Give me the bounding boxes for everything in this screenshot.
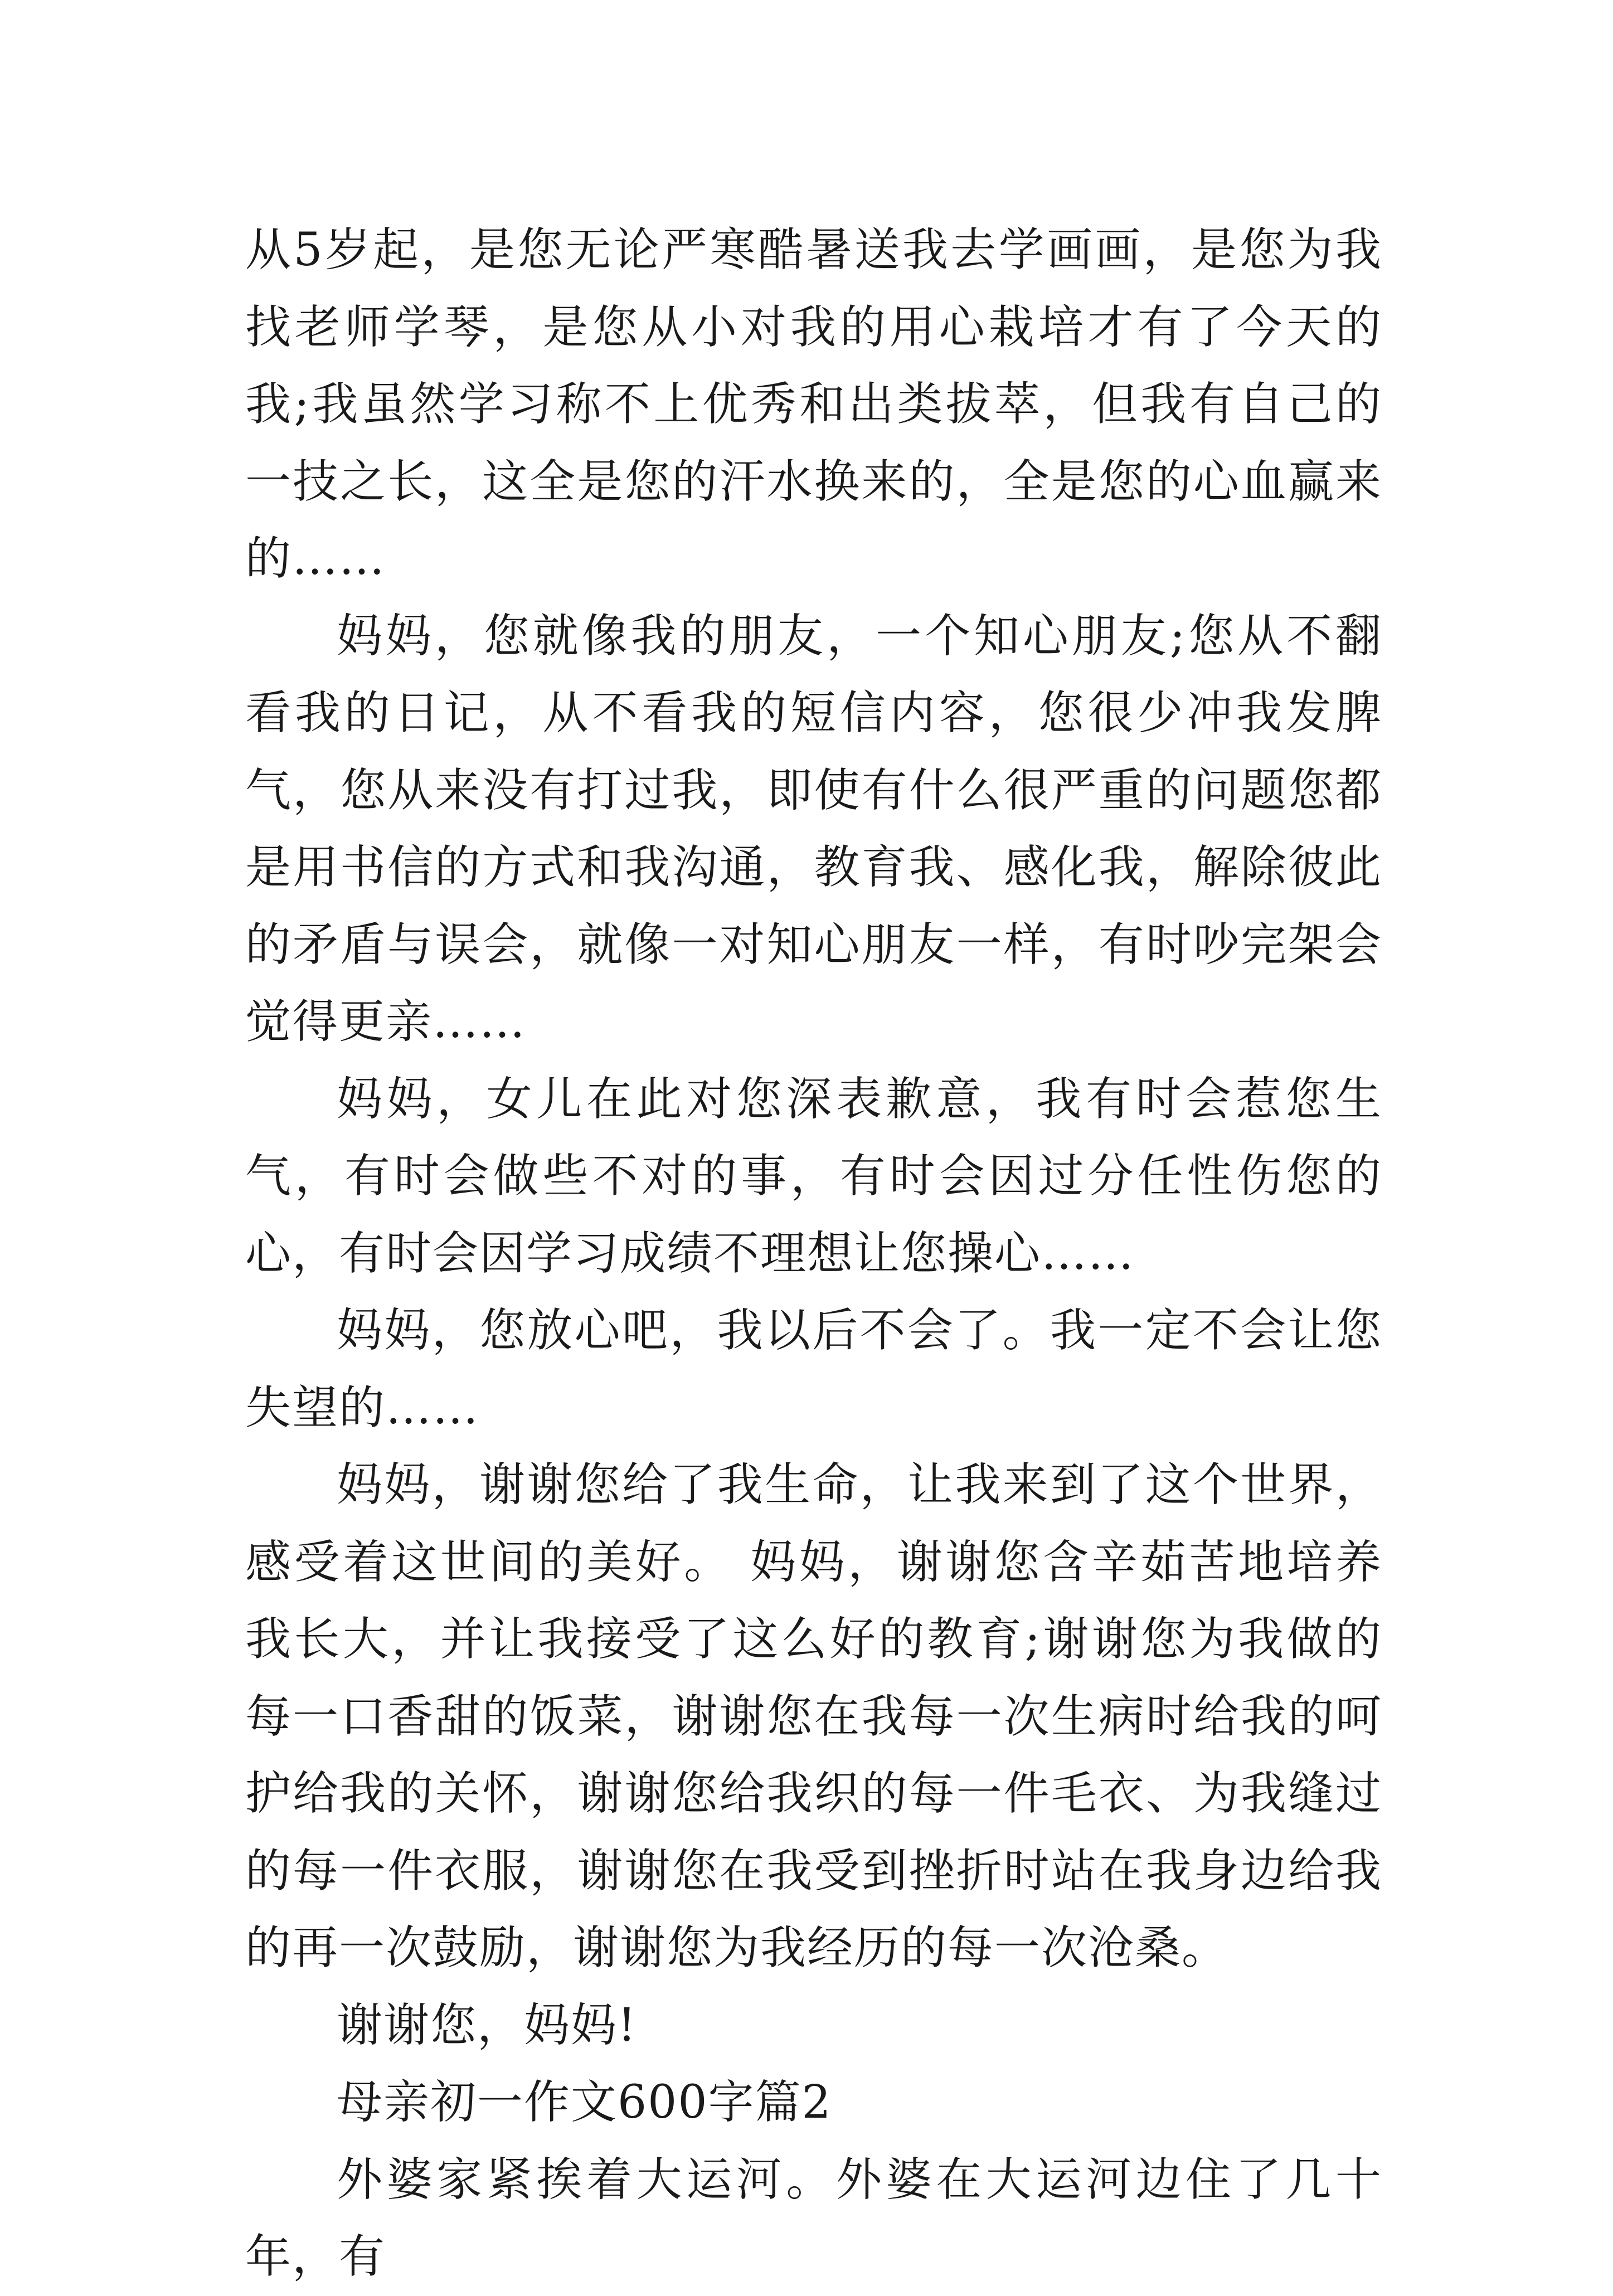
paragraph-4: 妈妈，您放心吧，我以后不会了。我一定不会让您失望的…… — [245, 1304, 1382, 1434]
paragraph-5: 妈妈，谢谢您给了我生命，让我来到了这个世界，感受着这世间的美好。 妈妈，谢谢您含辛茹苦地培养我长大，并让我接受了这么好的教育;谢谢您为我做的每一口香甜的饭菜，谢谢您在我每一次生病时给我的呵护给我的关怀，谢谢您给我织的每一件毛衣、为我缝过的每一件衣服，谢谢您在我受到挫折时站在我身边给我的再一次鼓励，谢谢您为我经历的每一次沧桑。 — [245, 1458, 1382, 1974]
section-heading: 母亲初一作文600字篇2 — [337, 2076, 832, 2129]
paragraph-1: 从5岁起，是您无论严寒酷暑送我去学画画，是您为我找老师学琴，是您从小对我的用心栽培才有了今天的我;我虽然学习称不上优秀和出类拔萃，但我有自己的一技之长，这全是您的汗水换来的，全是您的心血赢来的…… — [245, 223, 1382, 585]
paragraph-3: 妈妈，女儿在此对您深表歉意，我有时会惹您生气，有时会做些不对的事，有时会因过分任性伤您的心，有时会因学习成绩不理想让您操心…… — [245, 1072, 1382, 1280]
paragraph-7: 外婆家紧挨着大运河。外婆在大运河边住了几十年，有 — [245, 2153, 1382, 2283]
document-body — [245, 212, 1382, 2296]
paragraph-2: 妈妈，您就像我的朋友，一个知心朋友;您从不翻看我的日记，从不看我的短信内容，您很少冲我发脾气，您从来没有打过我，即使有什么很严重的问题您都是用书信的方式和我沟通，教育我、感化我，解除彼此的矛盾与误会，就像一对知心朋友一样，有时吵完架会觉得更亲…… — [245, 609, 1382, 1048]
paragraph-6: 谢谢您，妈妈! — [337, 1998, 637, 2052]
